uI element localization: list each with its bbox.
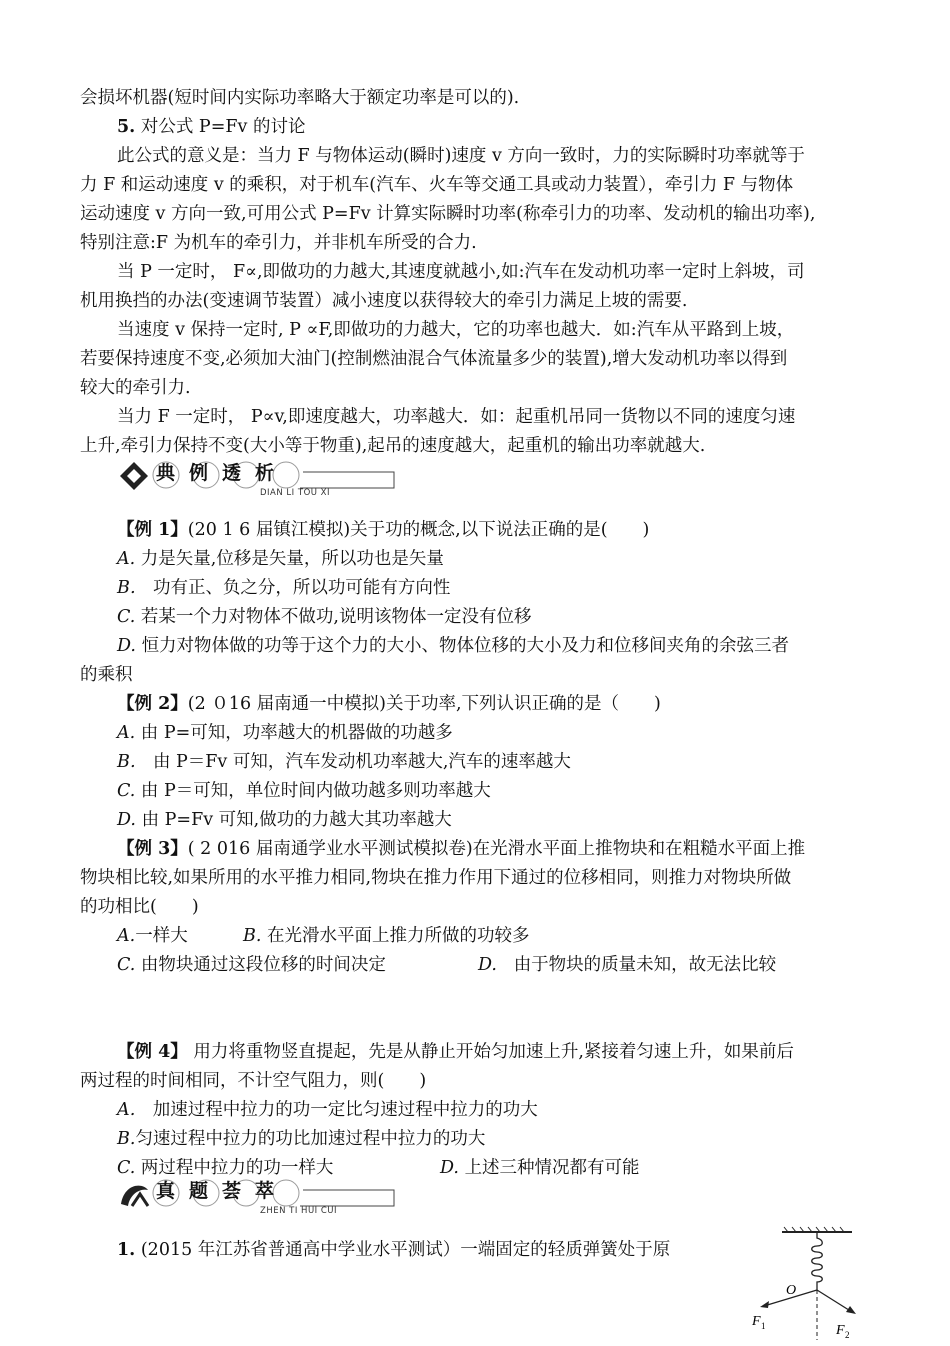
option-text: 由物块通过这段位移的时间决定 — [140, 955, 386, 975]
banner-pinyin: ZHEN TI HUI CUI — [260, 1206, 338, 1216]
section-banner-dianli — [118, 458, 398, 498]
option-label: A. — [117, 549, 136, 569]
section-banner-zhenti — [118, 1176, 398, 1216]
option-b — [117, 576, 450, 600]
option-text: 两过程中拉力的功一样大 — [140, 1158, 334, 1178]
example-stem-text: (2 ０16 届南通一中模拟)关于功率,下列认识正确的是（ ) — [187, 694, 661, 714]
option-label: A. — [117, 926, 136, 946]
option-label: C. — [117, 955, 136, 975]
option-text: 由 P=Fv 可知,做功的力越大其功率越大 — [141, 810, 452, 830]
question-text: (2015 年江苏省普通高中学业水平测试）一端固定的轻质弹簧处于原 — [140, 1240, 671, 1260]
option-b — [117, 1127, 485, 1151]
text-line: 上升,牵引力保持不变(大小等于物重),起吊的速度越大，起重机的输出功率就越大. — [80, 436, 706, 456]
text-line: 物块相比较,如果所用的水平推力相同,物块在推力作用下通过的位移相同，则推力对物块所做 — [80, 868, 792, 888]
option-text: 一样大 — [135, 926, 188, 946]
option-text: 在光滑水平面上推力所做的功较多 — [267, 926, 530, 946]
option-text: 匀速过程中拉力的功比加速过程中拉力的功大 — [135, 1129, 486, 1149]
option-text: 上述三种情况都有可能 — [464, 1158, 640, 1178]
option-label: D. — [117, 636, 136, 656]
example-stem-text: 用力将重物竖直提起，先是从静止开始匀加速上升,紧接着匀速上升，如果前后 — [187, 1042, 794, 1062]
example-stem-text: (20 1 6 届镇江模拟)关于功的概念,以下说法正确的是( ) — [187, 520, 650, 540]
text-line: 当力 F 一定时， P∝v,即速度越大，功率越大．如：起重机吊同一货物以不同的速度匀速 — [117, 407, 796, 427]
option-a — [117, 547, 444, 571]
option-c — [117, 605, 531, 629]
force-f1-subscript: 1 — [761, 1321, 766, 1331]
option-d — [117, 634, 789, 658]
option-label: D. — [440, 1158, 459, 1178]
text-line: 此公式的意义是：当力 F 与物体运动(瞬时)速度 v 方向一致时，力的实际瞬时功率就等于 — [117, 146, 805, 166]
section-number: 5. — [117, 117, 136, 137]
example-tag: 【例 3】 — [117, 839, 188, 859]
option-text: 加速过程中拉力的功一定比匀速过程中拉力的功大 — [147, 1100, 538, 1120]
text-line: 两过程的时间相同，不计空气阻力，则( ) — [80, 1071, 427, 1091]
force-f2-label: F — [836, 1323, 845, 1338]
text-line: 运动速度 v 方向一致,可用公式 P=Fv 计算实际瞬时功率(称牵引力的功率、发动机的输出功率), — [80, 204, 816, 224]
section-title: 对公式 P=Fv 的讨论 — [140, 117, 306, 137]
point-o-label: O — [786, 1283, 797, 1298]
text-line: 的功相比( ) — [80, 897, 199, 917]
option-text: 力是矢量,位移是矢量，所以功也是矢量 — [140, 549, 444, 569]
example-2-stem — [117, 692, 661, 716]
option-label: B． — [117, 752, 148, 772]
option-d — [117, 808, 452, 832]
option-label: D. — [478, 955, 497, 975]
example-3-stem — [117, 837, 805, 861]
example-stem-text: ( 2 016 届南通学业水平测试模拟卷)在光滑水平面上推物块和在粗糙水平面上推 — [187, 839, 806, 859]
banner-pinyin: DIAN LI TOU XI — [260, 488, 331, 498]
text-line: 特别注意:F 为机车的牵引力，并非机车所受的合力. — [80, 233, 477, 253]
option-c — [117, 953, 386, 977]
option-label: A． — [117, 1100, 148, 1120]
example-tag: 【例 1】 — [117, 520, 188, 540]
option-text: 功有正、负之分，所以功可能有方向性 — [147, 578, 451, 598]
text-line: 会损坏机器(短时间内实际功率略大于额定功率是可以的). — [80, 88, 520, 108]
text-line: 若要保持速度不变,必须加大油门(控制燃油混合气体流量多少的装置),增大发动机功率以得到 — [80, 349, 788, 369]
option-label: C. — [117, 1158, 136, 1178]
option-d — [440, 1156, 640, 1180]
example-tag: 【例 2】 — [117, 694, 188, 714]
option-label: C. — [117, 607, 136, 627]
option-label: C. — [117, 781, 136, 801]
spring-diagram — [742, 1226, 872, 1342]
option-a — [117, 721, 453, 745]
option-d-continued: 的乘积 — [80, 665, 133, 685]
option-b — [117, 750, 571, 774]
text-line: 当速度 v 保持一定时, P ∝F,即做功的力越大，它的功率也越大．如:汽车从平路到上坡， — [117, 320, 795, 340]
option-d — [478, 953, 776, 977]
option-label: B. — [117, 1129, 136, 1149]
banner-title: 典例透析 — [156, 462, 289, 484]
option-a — [117, 1098, 538, 1122]
question-number: 1. — [117, 1240, 136, 1260]
example-1-stem — [117, 518, 649, 542]
section-heading — [117, 115, 305, 139]
option-text: 恒力对物体做的功等于这个力的大小、物体位移的大小及力和位移间夹角的余弦三者 — [141, 636, 790, 656]
text-line: 当 P 一定时， F∝,即做功的力越大,其速度就越小,如:汽车在发动机功率一定时上斜坡，司 — [117, 262, 805, 282]
example-tag: 【例 4】 — [117, 1042, 188, 1062]
question-1 — [117, 1238, 670, 1262]
option-label: D. — [117, 810, 136, 830]
option-label: A. — [117, 723, 136, 743]
text-line: 机用换挡的办法(变速调节装置）减小速度以获得较大的牵引力满足上坡的需要. — [80, 291, 688, 311]
option-text: 由于物块的质量未知，故无法比较 — [513, 955, 777, 975]
option-label: B． — [117, 578, 148, 598]
text-line: 力 F 和运动速度 v 的乘积，对于机车(汽车、火车等交通工具或动力装置），牵引力 F 与物体 — [80, 175, 794, 195]
option-text: 由 P＝可知，单位时间内做功越多则功率越大 — [140, 781, 491, 801]
text-line: 较大的牵引力. — [80, 378, 191, 398]
force-f1-label: F — [752, 1314, 761, 1329]
option-text: 若某一个力对物体不做功,说明该物体一定没有位移 — [140, 607, 532, 627]
force-f2-subscript: 2 — [845, 1330, 850, 1340]
option-label: B. — [243, 926, 262, 946]
option-c — [117, 779, 491, 803]
option-text: 由 P=可知，功率越大的机器做的功越多 — [135, 723, 453, 743]
option-a — [117, 924, 188, 948]
example-4-stem — [117, 1040, 794, 1064]
banner-title: 真题荟萃 — [156, 1180, 289, 1202]
option-text: 由 P＝Fv 可知，汽车发动机功率越大,汽车的速率越大 — [147, 752, 571, 772]
spring-figure — [742, 1226, 872, 1346]
option-b — [243, 924, 530, 948]
